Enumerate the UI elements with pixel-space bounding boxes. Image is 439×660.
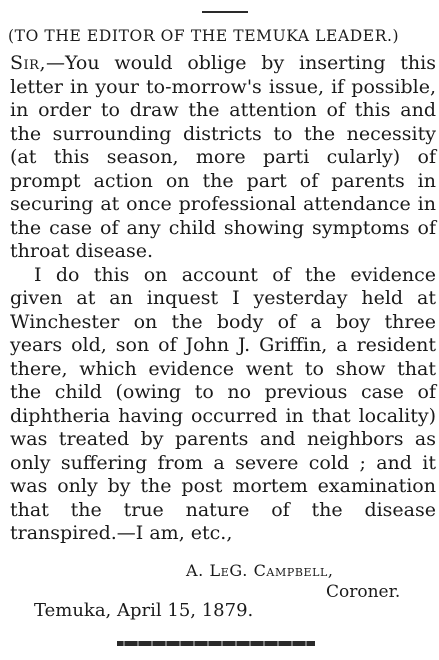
letter-paragraph-1 [10,52,436,264]
signature-name: A. LeG. Campbell, [186,561,334,580]
bottom-divider-rule [117,641,315,646]
dateline: Temuka, April 15, 1879. [34,600,254,621]
paragraph-1-text: —You would oblige by inserting this letter in your to-morrow's issue, if possible, in order to draw the attention of this and the surrounding districts to the necessity (at this season, more parti cularly) of prompt action on the part of parents in securing at once professional attendance in the case of any child showing symptoms of throat disease. [10,52,436,262]
salutation: Sir, [10,52,46,74]
letter-paragraph-2: I do this on account of the evidence given at an inquest I yesterday held at Winchester on the body of a boy three years old, son of John J. Griffin, a resident there, which evidence went to show that the child (owing to no previous case of diphtheria having occurred in that locality) was treated by parents and neighbors as only suffering from a severe cold ; and it was only by the post mortem examination that the true nature of the disease transpired.—I am, etc., [10,263,436,544]
signature-title: Coroner. [326,582,401,602]
letter-heading: (TO THE EDITOR OF THE TEMUKA LEADER.) [8,27,400,45]
letter-body [10,52,436,546]
top-divider-rule [202,11,248,13]
